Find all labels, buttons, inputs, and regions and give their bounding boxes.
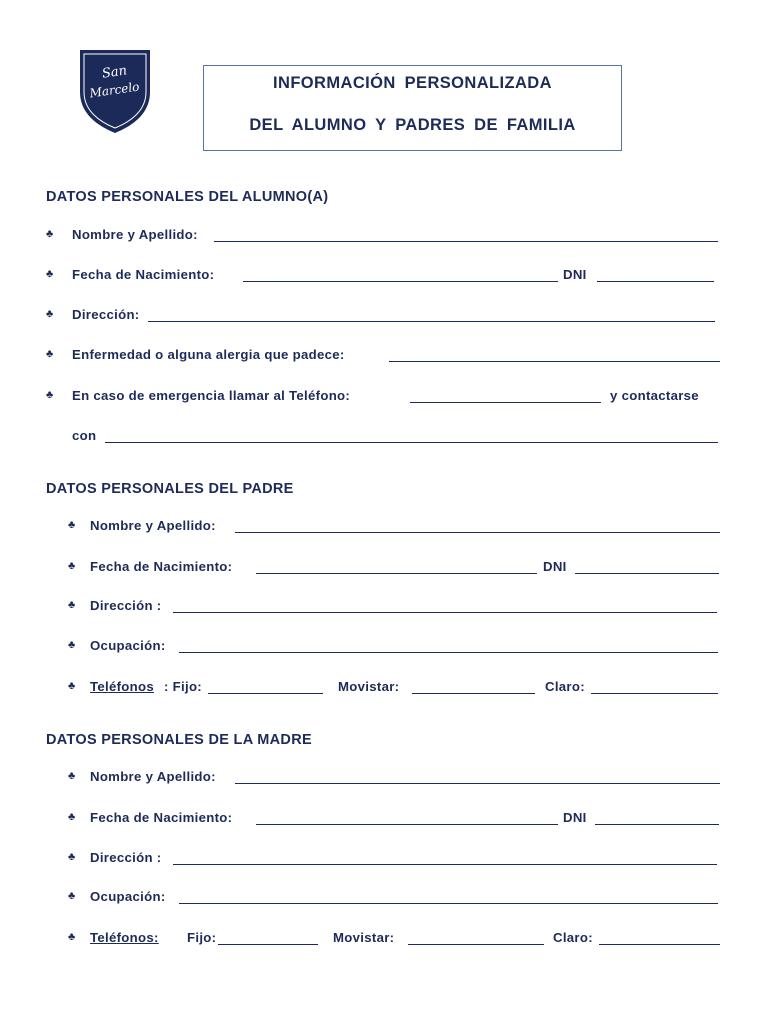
student-dni-field[interactable]	[597, 281, 714, 282]
father-birth-field[interactable]	[256, 573, 537, 574]
logo-text-line2: Marcelo	[88, 79, 141, 101]
mother-occupation-row	[68, 889, 720, 907]
student-con-label: con	[72, 428, 97, 443]
father-name-field[interactable]	[235, 532, 720, 533]
father-dni-label: DNI	[543, 559, 567, 574]
club-bullet-icon: ♣	[46, 268, 54, 280]
club-bullet-icon: ♣	[68, 931, 76, 943]
title-line-1: INFORMACIÓN PERSONALIZADA	[273, 74, 552, 92]
mother-birth-row	[68, 810, 720, 828]
student-emergency-row	[46, 388, 720, 406]
father-address-field[interactable]	[173, 612, 717, 613]
student-birth-label: Fecha de Nacimiento:	[72, 267, 215, 282]
student-birth-row	[46, 267, 718, 285]
club-bullet-icon: ♣	[68, 560, 76, 572]
student-section-heading: DATOS PERSONALES DEL ALUMNO(A)	[46, 189, 329, 205]
title-line-2: DEL ALUMNO Y PADRES DE FAMILIA	[249, 116, 576, 134]
student-contact-field[interactable]	[105, 442, 718, 443]
mother-phones-label: Teléfonos:	[90, 930, 159, 945]
mother-address-field[interactable]	[173, 864, 717, 865]
mother-name-label: Nombre y Apellido:	[90, 769, 216, 784]
mother-birth-label: Fecha de Nacimiento:	[90, 810, 233, 825]
mother-occupation-label: Ocupación:	[90, 889, 166, 904]
student-address-label: Dirección:	[72, 307, 140, 322]
father-name-label: Nombre y Apellido:	[90, 518, 216, 533]
mother-movistar-field[interactable]	[408, 944, 544, 945]
student-emergency-phone-field[interactable]	[410, 402, 601, 403]
father-birth-row	[68, 559, 720, 577]
student-birth-field[interactable]	[243, 281, 558, 282]
club-bullet-icon: ♣	[68, 890, 76, 902]
mother-address-row	[68, 850, 720, 868]
club-bullet-icon: ♣	[68, 680, 76, 692]
father-section-heading: DATOS PERSONALES DEL PADRE	[46, 481, 294, 497]
father-claro-label: Claro:	[545, 679, 585, 694]
mother-birth-field[interactable]	[256, 824, 558, 825]
student-dni-label: DNI	[563, 267, 587, 282]
logo-text-line1: San	[101, 63, 128, 82]
father-dni-field[interactable]	[575, 573, 719, 574]
mother-phones-row	[68, 930, 722, 948]
father-fijo-label: : Fijo:	[164, 679, 202, 694]
mother-name-row	[68, 769, 720, 787]
mother-occupation-field[interactable]	[179, 903, 718, 904]
club-bullet-icon: ♣	[46, 348, 54, 360]
school-logo	[78, 48, 152, 134]
student-emergency-label: En caso de emergencia llamar al Teléfono:	[72, 388, 351, 403]
mother-section-heading: DATOS PERSONALES DE LA MADRE	[46, 732, 312, 748]
father-address-row	[68, 598, 720, 616]
mother-fijo-field[interactable]	[218, 944, 318, 945]
club-bullet-icon: ♣	[68, 599, 76, 611]
father-phones-row	[68, 679, 720, 697]
student-illness-row	[46, 347, 720, 365]
father-birth-label: Fecha de Nacimiento:	[90, 559, 233, 574]
title-box	[203, 65, 622, 151]
student-name-label: Nombre y Apellido:	[72, 227, 198, 242]
mother-dni-label: DNI	[563, 810, 587, 825]
father-occupation-label: Ocupación:	[90, 638, 166, 653]
student-name-field[interactable]	[214, 241, 718, 242]
mother-dni-field[interactable]	[595, 824, 719, 825]
father-phones-label: Teléfonos	[90, 679, 155, 694]
club-bullet-icon: ♣	[46, 389, 54, 401]
father-occupation-field[interactable]	[179, 652, 718, 653]
student-address-field[interactable]	[148, 321, 715, 322]
student-illness-field[interactable]	[389, 361, 720, 362]
father-name-row	[68, 518, 720, 536]
father-movistar-label: Movistar:	[338, 679, 400, 694]
mother-claro-field[interactable]	[599, 944, 720, 945]
father-address-label: Dirección :	[90, 598, 162, 613]
student-address-row	[46, 307, 718, 325]
mother-fijo-label: Fijo:	[187, 930, 217, 945]
club-bullet-icon: ♣	[68, 770, 76, 782]
father-fijo-field[interactable]	[208, 693, 323, 694]
club-bullet-icon: ♣	[46, 228, 54, 240]
father-movistar-field[interactable]	[412, 693, 535, 694]
club-bullet-icon: ♣	[68, 851, 76, 863]
student-name-row	[46, 227, 718, 245]
father-claro-field[interactable]	[591, 693, 718, 694]
mother-claro-label: Claro:	[553, 930, 593, 945]
student-contact-row	[46, 428, 720, 446]
club-bullet-icon: ♣	[68, 639, 76, 651]
mother-name-field[interactable]	[235, 783, 720, 784]
mother-movistar-label: Movistar:	[333, 930, 395, 945]
mother-address-label: Dirección :	[90, 850, 162, 865]
club-bullet-icon: ♣	[68, 519, 76, 531]
father-occupation-row	[68, 638, 720, 656]
club-bullet-icon: ♣	[46, 308, 54, 320]
student-contact-label: y contactarse	[610, 388, 699, 403]
club-bullet-icon: ♣	[68, 811, 76, 823]
student-illness-label: Enfermedad o alguna alergia que padece:	[72, 347, 345, 362]
